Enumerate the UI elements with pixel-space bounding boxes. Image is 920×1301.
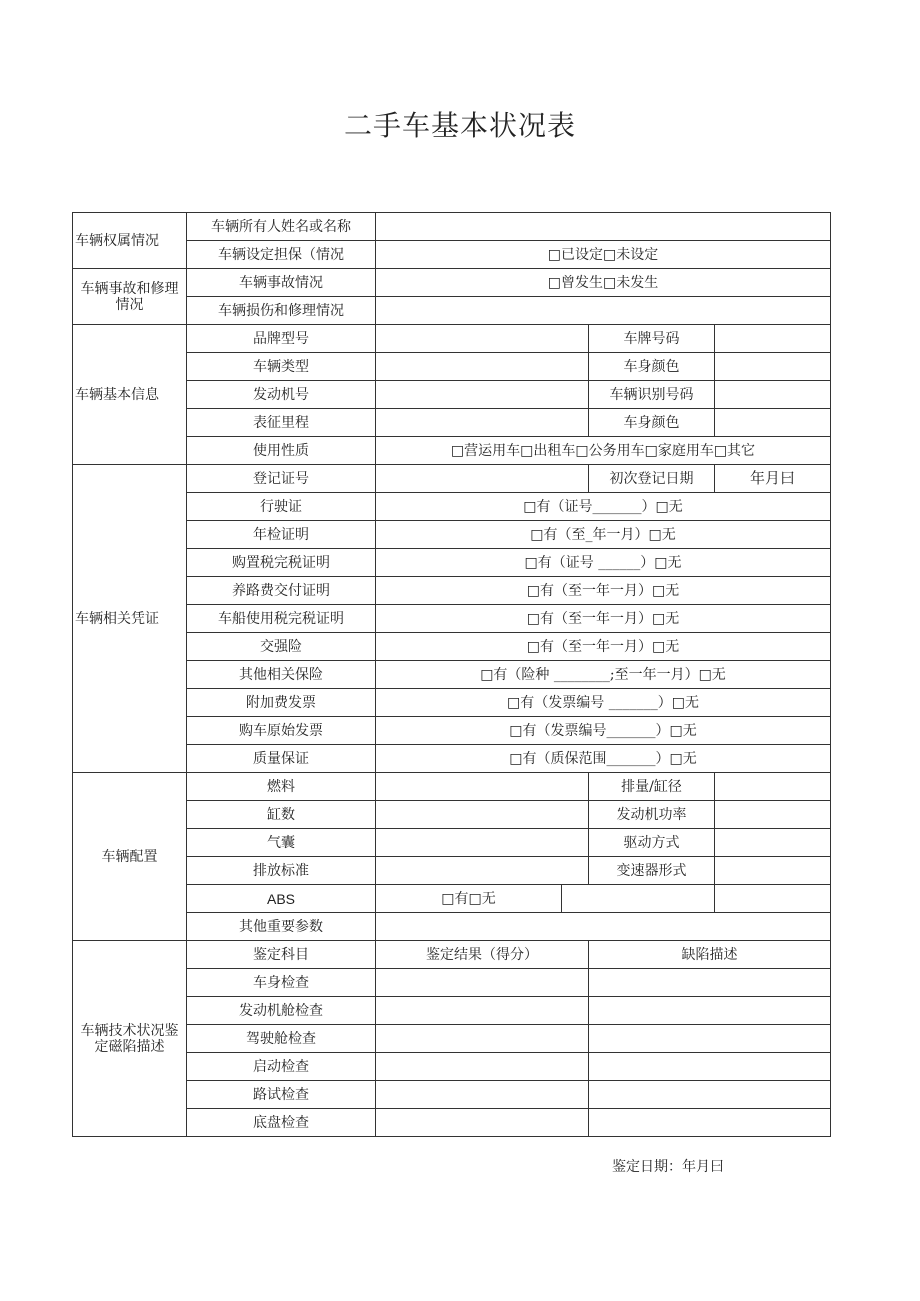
page-title: 二手车基本状况表 — [343, 109, 576, 142]
first-registration-date[interactable]: 年月曰 — [715, 465, 831, 493]
plate-number-field[interactable] — [715, 325, 831, 353]
config-category: 车辆配置 — [73, 773, 187, 941]
inspection-subject-header: 鉴定科目 — [187, 941, 376, 969]
inspection-item-label: 底盘检查 — [187, 1109, 376, 1137]
mileage-label: 表征里程 — [187, 409, 376, 437]
accident-category: 车辆事故和修理情况 — [73, 269, 187, 325]
vehicle-type-label: 车辆类型 — [187, 353, 376, 381]
plate-number-label: 车牌号码 — [589, 325, 715, 353]
doc-row-label: 车船使用税完税证明 — [187, 605, 376, 633]
cylinders-label: 缸数 — [187, 801, 376, 829]
mortgage-options[interactable]: □已设定□未设定 — [376, 241, 831, 269]
registration-number-label: 登记证号 — [187, 465, 376, 493]
defect-description-field[interactable] — [589, 1053, 831, 1081]
airbag-field[interactable] — [376, 829, 589, 857]
documents-category: 车辆相关凭证 — [73, 465, 187, 773]
inspection-result-field[interactable] — [376, 997, 589, 1025]
inspection-result-field[interactable] — [376, 1081, 589, 1109]
drive-type-label: 驱动方式 — [589, 829, 715, 857]
doc-row-value[interactable]: □有（至_年一月）□无 — [376, 521, 831, 549]
fuel-field[interactable] — [376, 773, 589, 801]
defect-description-header: 缺陷描述 — [589, 941, 831, 969]
engine-number-field[interactable] — [376, 381, 589, 409]
body-color-field-2[interactable] — [715, 409, 831, 437]
airbag-label: 气囊 — [187, 829, 376, 857]
doc-row-label: 养路费交付证明 — [187, 577, 376, 605]
emission-standard-field[interactable] — [376, 857, 589, 885]
transmission-field[interactable] — [715, 857, 831, 885]
inspection-date: 鉴定日期：年月曰 — [612, 1159, 724, 1175]
damage-repair-field[interactable] — [376, 297, 831, 325]
other-params-field[interactable] — [376, 913, 831, 941]
doc-row-label: 购车原始发票 — [187, 717, 376, 745]
defect-description-field[interactable] — [589, 997, 831, 1025]
doc-row-value[interactable]: □有（至一年一月）□无 — [376, 633, 831, 661]
abs-extra-field-2[interactable] — [715, 885, 831, 913]
doc-row-label: 质量保证 — [187, 745, 376, 773]
defect-description-field[interactable] — [589, 969, 831, 997]
inspection-category: 车辆技术状况鉴定磁陷描述 — [73, 941, 187, 1137]
inspection-result-field[interactable] — [376, 1025, 589, 1053]
inspection-result-field[interactable] — [376, 1109, 589, 1137]
doc-row-value[interactable]: □有（证号_______）□无 — [376, 493, 831, 521]
owner-name-field[interactable] — [376, 213, 831, 241]
mileage-field[interactable] — [376, 409, 589, 437]
inspection-item-label: 发动机舱检查 — [187, 997, 376, 1025]
defect-description-field[interactable] — [589, 1109, 831, 1137]
transmission-label: 变速器形式 — [589, 857, 715, 885]
doc-row-label: 交强险 — [187, 633, 376, 661]
displacement-field[interactable] — [715, 773, 831, 801]
inspection-result-field[interactable] — [376, 1053, 589, 1081]
abs-options[interactable]: □有□无 — [376, 885, 562, 913]
defect-description-field[interactable] — [589, 1081, 831, 1109]
brand-model-label: 品牌型号 — [187, 325, 376, 353]
inspection-result-header: 鉴定结果（得分） — [376, 941, 589, 969]
ownership-category: 车辆权属情况 — [73, 213, 187, 269]
vin-field[interactable] — [715, 381, 831, 409]
other-params-label: 其他重要参数 — [187, 913, 376, 941]
doc-row-value[interactable]: □有（险种 ________;至一年一月）□无 — [376, 661, 831, 689]
vehicle-type-field[interactable] — [376, 353, 589, 381]
doc-row-value[interactable]: □有（证号 ______）□无 — [376, 549, 831, 577]
doc-row-label: 行驶证 — [187, 493, 376, 521]
body-color-field[interactable] — [715, 353, 831, 381]
doc-row-label: 年检证明 — [187, 521, 376, 549]
drive-type-field[interactable] — [715, 829, 831, 857]
cylinders-field[interactable] — [376, 801, 589, 829]
usage-options[interactable]: □营运用车□出租车□公务用车□家庭用车□其它 — [376, 437, 831, 465]
accident-label: 车辆事故情况 — [187, 269, 376, 297]
inspection-item-label: 车身检查 — [187, 969, 376, 997]
inspection-result-field[interactable] — [376, 969, 589, 997]
vin-label: 车辆识别号码 — [589, 381, 715, 409]
doc-row-label: 购置税完税证明 — [187, 549, 376, 577]
body-color-label-2: 车身颜色 — [589, 409, 715, 437]
abs-extra-field[interactable] — [562, 885, 715, 913]
abs-label: ABS — [187, 885, 376, 913]
emission-standard-label: 排放标准 — [187, 857, 376, 885]
doc-row-value[interactable]: □有（发票编号_______）□无 — [376, 717, 831, 745]
defect-description-field[interactable] — [589, 1025, 831, 1053]
basic-info-category: 车辆基本信息 — [73, 325, 187, 465]
inspection-item-label: 启动检查 — [187, 1053, 376, 1081]
displacement-label: 排量/缸径 — [589, 773, 715, 801]
engine-power-field[interactable] — [715, 801, 831, 829]
registration-number-field[interactable] — [376, 465, 589, 493]
doc-row-value[interactable]: □有（至一年一月）□无 — [376, 577, 831, 605]
inspection-item-label: 路试检查 — [187, 1081, 376, 1109]
first-registration-label: 初次登记日期 — [589, 465, 715, 493]
doc-row-value[interactable]: □有（质保范围_______）□无 — [376, 745, 831, 773]
fuel-label: 燃料 — [187, 773, 376, 801]
inspection-item-label: 驾驶舱检查 — [187, 1025, 376, 1053]
engine-power-label: 发动机功率 — [589, 801, 715, 829]
vehicle-status-form — [72, 212, 831, 1137]
brand-model-field[interactable] — [376, 325, 589, 353]
doc-row-label: 附加费发票 — [187, 689, 376, 717]
engine-number-label: 发动机号 — [187, 381, 376, 409]
mortgage-label: 车辆设定担保（情况 — [187, 241, 376, 269]
doc-row-label: 其他相关保险 — [187, 661, 376, 689]
doc-row-value[interactable]: □有（发票编号 _______）□无 — [376, 689, 831, 717]
accident-options[interactable]: □曾发生□未发生 — [376, 269, 831, 297]
body-color-label: 车身颜色 — [589, 353, 715, 381]
damage-repair-label: 车辆损伤和修理情况 — [187, 297, 376, 325]
doc-row-value[interactable]: □有（至一年一月）□无 — [376, 605, 831, 633]
owner-name-label: 车辆所有人姓名或名称 — [187, 213, 376, 241]
usage-label: 使用性质 — [187, 437, 376, 465]
